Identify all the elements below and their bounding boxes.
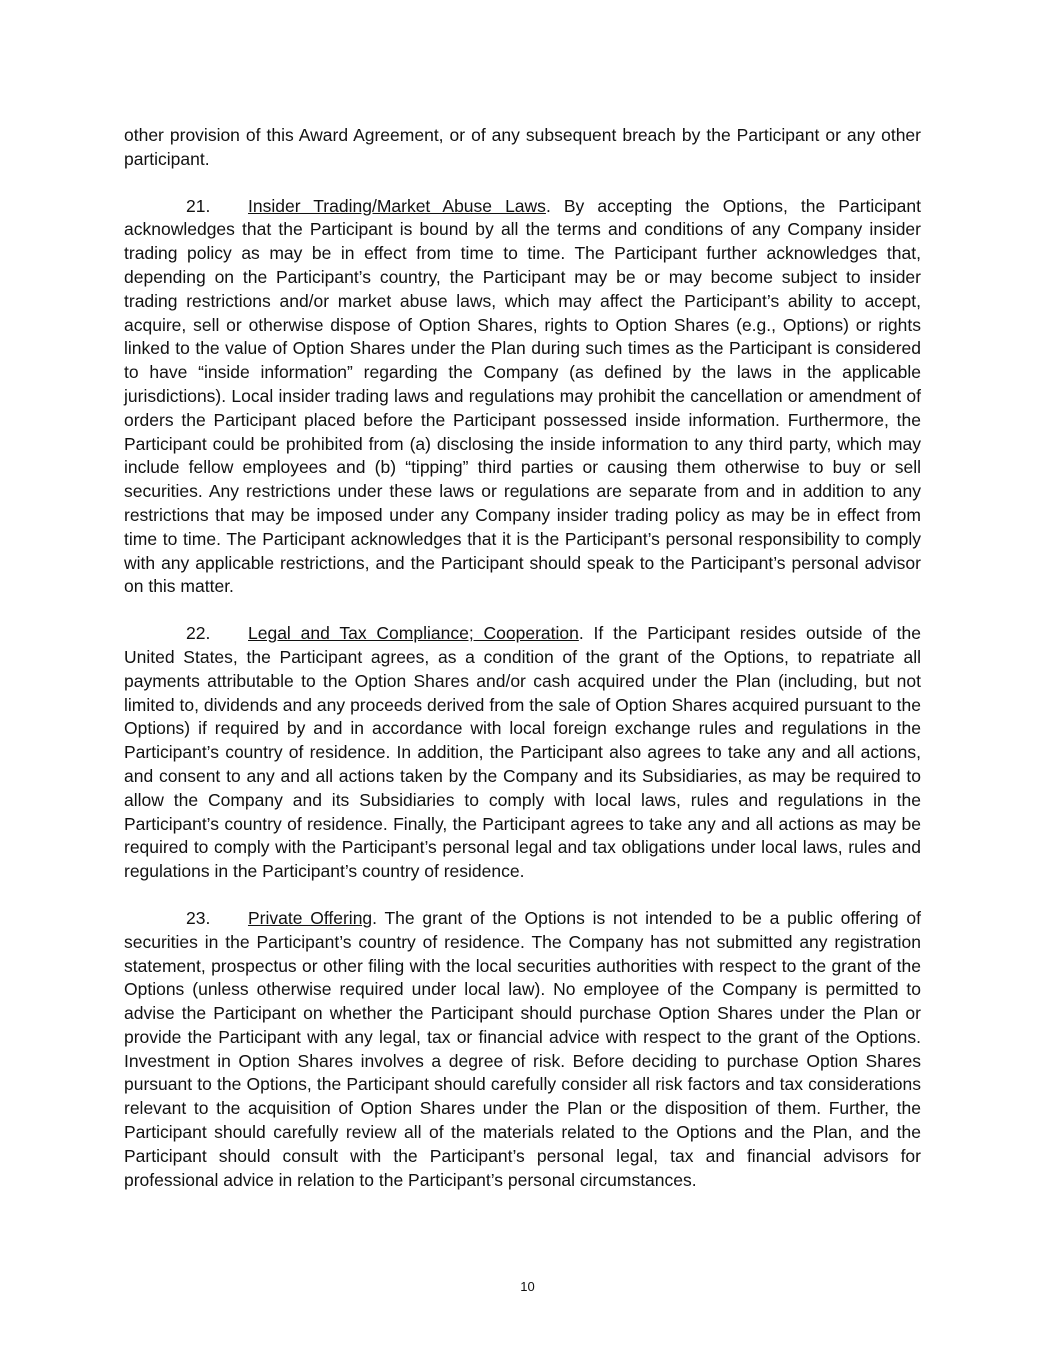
section-21 [124,195,921,600]
section-23 [124,907,921,1193]
section-heading: Private Offering [248,907,373,928]
section-number: 21. [186,195,211,216]
section-heading: Insider Trading/Market Abuse Laws [248,195,546,216]
section-number: 23. [186,907,211,928]
document-page [124,124,921,1215]
section-body: . If the Participant resides outside of the United States, the Participant agrees, as a condition of the grant of the Options, to repatriate all payments attributable to the Option Shares and/or cash acquired under the Plan (including, but not limited to, dividends and any proceeds derived from the sale of Option Shares acquired pursuant to the Options) if required by and in accordance with local foreign exchange rules and regulations in the Participant’s country of residence. In addition, the Participant also agrees to take any and all actions, and consent to any and all actions taken by the Company and its Subsidiaries, as may be required to allow the Company and its Subsidiaries to comply with local laws, rules and regulations in the Participant’s country of residence. Finally, the Participant agrees to take any and all actions as may be required to comply with the Participant’s personal legal and tax obligations under local laws, rules and regulations in the Participant’s country of residence. [124,623,921,882]
section-number: 22. [186,623,211,644]
section-body: . The grant of the Options is not intended to be a public offering of securities in the Participant’s country of residence. The Company has not submitted any registration statement, prospectus or other filing with the local securities authorities with respect to the grant of the Options (unless otherwise required under local law). No employee of the Company is permitted to advise the Participant on whether the Participant should purchase Option Shares under the Plan or provide the Participant with any legal, tax or financial advice with respect to the grant of the Options. Investment in Option Shares involves a degree of risk. Before deciding to purchase Option Shares pursuant to the Options, the Participant should carefully consider all risk factors and tax considerations relevant to the acquisition of Option Shares under the Plan or the disposition of them. Further, the Participant should carefully review all of the materials related to the Options and the Plan, and the Participant should consult with the Participant’s personal legal, tax and financial advisors for professional advice in relation to the Participant’s personal circumstances. [124,907,921,1190]
section-body: . By accepting the Options, the Participant acknowledges that the Participant is bound by all the terms and conditions of any Company insider trading policy as may be in effect from time to time. The Participant further acknowledges that, depending on the Participant’s country, the Participant may be or may become subject to insider trading restrictions and/or market abuse laws, which may affect the Participant’s ability to accept, acquire, sell or otherwise dispose of Option Shares, rights to Option Shares (e.g., Options) or rights linked to the value of Option Shares under the Plan during such times as the Participant is considered to have “inside information” regarding the Company (as defined by the laws in the applicable jurisdictions). Local insider trading laws and regulations may prohibit the cancellation or amendment of orders the Participant placed before the Participant possessed inside information. Furthermore, the Participant could be prohibited from (a) disclosing the inside information to any third party, which may include fellow employees and (b) “tipping” third parties or causing them otherwise to buy or sell securities. Any restrictions under these laws or regulations are separate from and in addition to any restrictions that may be imposed under any Company insider trading policy as may be in effect from time to time. The Participant acknowledges that it is the Participant’s personal responsibility to comply with any applicable restrictions, and the Participant should speak to the Participant’s personal advisor on this matter. [124,195,921,597]
continuation-paragraph: other provision of this Award Agreement, or of any subsequent breach by the Participant or any other participant. [124,125,921,169]
section-heading: Legal and Tax Compliance; Cooperation [248,623,579,644]
section-22 [124,622,921,884]
page-number: 10 [520,1279,535,1294]
